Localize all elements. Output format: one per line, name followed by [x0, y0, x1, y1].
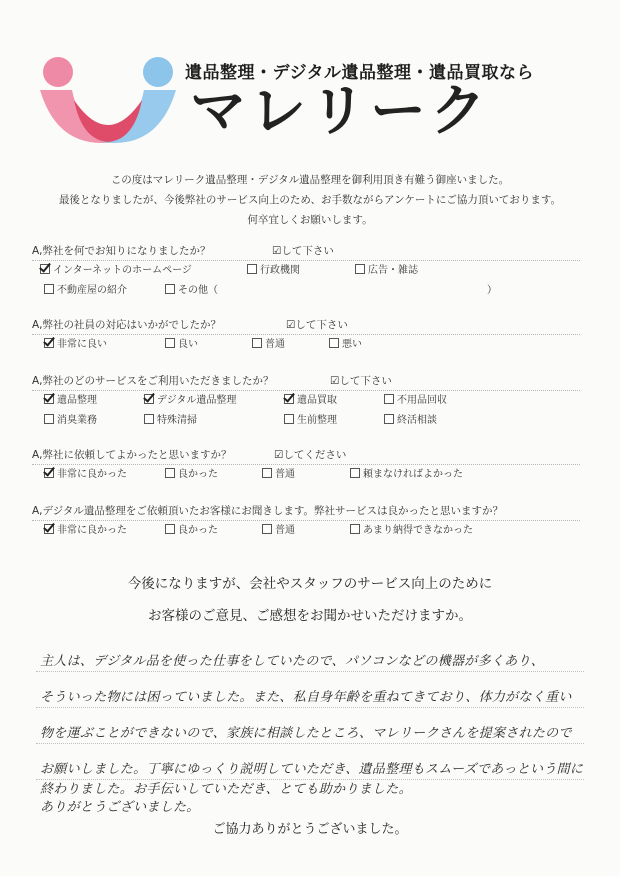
options-row — [32, 261, 580, 281]
option-very-good[interactable]: 非常に良かった — [44, 521, 127, 541]
checkbox[interactable] — [144, 414, 154, 424]
options-row — [32, 281, 580, 301]
question-instruction: ☑して下さい — [330, 375, 392, 387]
option-average[interactable]: 普通 — [252, 335, 285, 355]
tagline: 遺品整理・デジタル遺品整理・遺品買取なら — [185, 63, 534, 83]
options-row — [32, 335, 580, 355]
question-text: A,弊社に依頼してよかったと思いますか？ — [32, 449, 232, 461]
question-header — [32, 446, 580, 465]
handwritten-line: 終わりました。お手伝いしていただき、とても助かりました。 — [40, 782, 412, 797]
checkbox[interactable] — [165, 284, 175, 294]
option-estate-purchase[interactable]: 遺品買取 — [284, 391, 337, 411]
option-very-good[interactable]: 非常に良い — [44, 335, 107, 355]
option-deodorizing[interactable]: 消臭業務 — [44, 411, 97, 431]
option-pre-death-organizing[interactable]: 生前整理 — [284, 411, 337, 431]
option-bad[interactable]: 悪い — [329, 335, 362, 355]
thanks-message: ご協力ありがとうございました。 — [212, 822, 408, 837]
option-not-convinced[interactable]: あまり納得できなかった — [350, 521, 473, 541]
intro-text — [0, 170, 620, 230]
question-instruction: ☑して下さい — [272, 245, 334, 257]
options-row — [32, 411, 580, 431]
option-special-cleaning[interactable]: 特殊清掃 — [144, 411, 197, 431]
option-advertisement[interactable]: 広告・雑誌 — [355, 261, 418, 281]
paren-close: ） — [487, 285, 497, 296]
option-real-estate[interactable]: 不動産屋の紹介 — [44, 281, 127, 301]
checkbox[interactable] — [44, 284, 54, 294]
question-text: A,弊社の社員の対応はいかがでしたか？ — [32, 319, 222, 331]
logo-icon — [34, 50, 182, 150]
handwritten-line: そういった物には困っていました。また、私自身年齢を重ねてきており、体力がなく重い — [40, 690, 572, 705]
checkbox[interactable] — [350, 468, 360, 478]
handwritten-line: お願いしました。丁寧にゆっくり説明していただき、遺品整理もスムーズであっという間に — [40, 762, 584, 777]
question-header — [32, 502, 580, 521]
handwritten-line: 物を運ぶことができないので、家族に相談したところ、マレリークさんを提案されたので — [40, 726, 572, 741]
option-internet[interactable]: インターネットのホームページ — [40, 261, 192, 281]
checkbox[interactable] — [165, 338, 175, 348]
closing-line-1: 今後になりますが、会社やスタッフのサービス向上のために — [127, 576, 493, 592]
option-regret[interactable]: 頼まなければよかった — [350, 465, 463, 485]
checkbox[interactable] — [44, 414, 54, 424]
question-instruction: ☑して下さい — [286, 319, 348, 331]
handwritten-line: ありがとうございました。 — [40, 800, 200, 815]
option-junk-collection[interactable]: 不用品回収 — [384, 391, 447, 411]
question-text: A,デジタル遺品整理をご依頼頂いたお客様にお聞きします。弊社サービスは良かったと思いますか？ — [32, 505, 504, 517]
question-services-used — [32, 372, 580, 431]
checkbox-checked[interactable] — [144, 394, 154, 404]
question-how-known — [32, 242, 580, 301]
question-header — [32, 242, 580, 261]
option-average[interactable]: 普通 — [262, 465, 295, 485]
checkbox[interactable] — [262, 468, 272, 478]
checkbox[interactable] — [165, 524, 175, 534]
option-estate-clearance[interactable]: 遺品整理 — [44, 391, 97, 411]
intro-line: この度はマレリーク遺品整理・デジタル遺品整理を御利用頂き有難う御座いました。 — [110, 174, 510, 186]
brand-name: マレリーク — [190, 79, 490, 144]
option-good[interactable]: 良い — [165, 335, 198, 355]
checkbox-checked[interactable] — [44, 394, 54, 404]
checkbox[interactable] — [329, 338, 339, 348]
option-digital-clearance[interactable]: デジタル遺品整理 — [144, 391, 236, 411]
question-staff-response — [32, 316, 580, 355]
option-other[interactable]: その他（ — [165, 281, 218, 301]
closing-line-2: お客様のご意見、ご感想をお聞かせいただけますか。 — [148, 608, 472, 624]
checkbox-checked[interactable] — [44, 468, 54, 478]
checkbox-checked[interactable] — [40, 264, 50, 274]
question-satisfaction — [32, 446, 580, 485]
checkbox[interactable] — [284, 414, 294, 424]
option-average[interactable]: 普通 — [262, 521, 295, 541]
handwritten-line: 主人は、デジタル品を使った仕事をしていたので、パソコンなどの機器が多くあり、 — [40, 654, 545, 669]
option-very-good[interactable]: 非常に良かった — [44, 465, 127, 485]
question-text: A,弊社を何でお知りになりましたか？ — [32, 245, 211, 257]
intro-line: 何卒宜しくお願いします。 — [247, 214, 373, 226]
checkbox[interactable] — [252, 338, 262, 348]
checkbox-checked[interactable] — [284, 394, 294, 404]
checkbox[interactable] — [384, 414, 394, 424]
checkbox[interactable] — [384, 394, 394, 404]
checkbox-checked[interactable] — [44, 524, 54, 534]
option-end-of-life-consult[interactable]: 終活相談 — [384, 411, 437, 431]
intro-line: 最後となりましたが、今後弊社のサービス向上のため、お手数ながらアンケートにご協力頂いております。 — [58, 194, 562, 206]
question-header — [32, 316, 580, 335]
checkbox[interactable] — [355, 264, 365, 274]
question-header — [32, 372, 580, 391]
checkbox[interactable] — [350, 524, 360, 534]
checkbox[interactable] — [262, 524, 272, 534]
option-good[interactable]: 良かった — [165, 521, 218, 541]
options-row — [32, 465, 580, 485]
checkbox[interactable] — [165, 468, 175, 478]
option-government[interactable]: 行政機関 — [247, 261, 300, 281]
option-good[interactable]: 良かった — [165, 465, 218, 485]
checkbox[interactable] — [247, 264, 257, 274]
options-row — [32, 521, 580, 541]
options-row — [32, 391, 580, 411]
question-text: A,弊社のどのサービスをご利用いただきましたか？ — [32, 375, 274, 387]
question-instruction: ☑してください — [274, 449, 347, 461]
question-digital-satisfaction — [32, 502, 580, 541]
checkbox-checked[interactable] — [44, 338, 54, 348]
